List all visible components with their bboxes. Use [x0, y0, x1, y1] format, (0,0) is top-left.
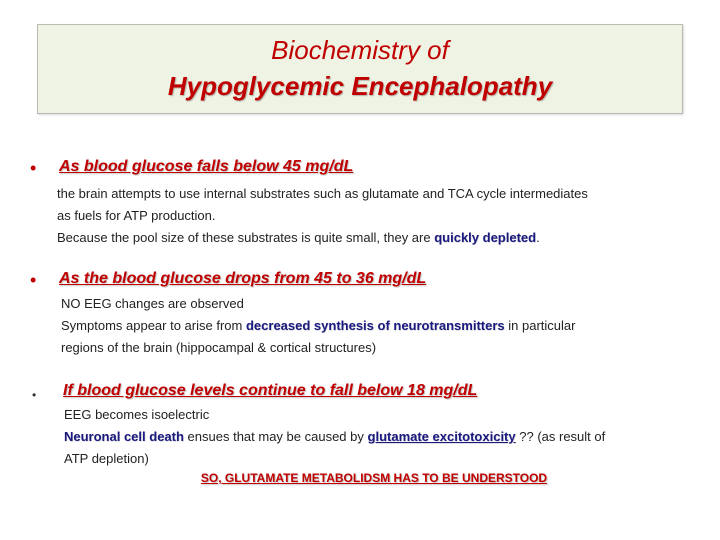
bullet-marker-3: • — [32, 388, 37, 402]
glutamate-excitotoxicity-emphasis: glutamate excitotoxicity — [367, 429, 516, 444]
bullet-2-line-2-start: Symptoms appear to arise from — [61, 318, 243, 333]
bullet-1-line-3-end: . — [536, 230, 540, 245]
bullet-3-line-3: ATP depletion) — [64, 451, 149, 466]
slide-title-line1: Biochemistry of — [271, 35, 449, 65]
bullet-2-line-3: regions of the brain (hippocampal & cortical structures) — [61, 340, 377, 355]
bullet-1-line-3-text: Because the pool size of these substrates is quite small, they are — [57, 230, 431, 245]
bullet-marker-2: • — [30, 270, 37, 290]
bullet-heading-3: If blood glucose levels continue to fall below 18 mg/dL — [63, 382, 478, 399]
bullet-3-line-2 — [64, 428, 605, 445]
bullet-1-line-3 — [57, 229, 540, 246]
bullet-heading-2: As the blood glucose drops from 45 to 36 mg/dL — [59, 270, 427, 287]
bullet-2-line-2-end: in particular — [508, 318, 576, 333]
bullet-2-line-2 — [61, 317, 575, 334]
neuronal-cell-death-emphasis: Neuronal cell death — [64, 429, 184, 444]
slide-title-line2: Hypoglycemic Encephalopathy — [167, 71, 553, 101]
decreased-synthesis-emphasis: decreased synthesis of neurotransmitters — [245, 318, 505, 333]
bullet-1-line-1: the brain attempts to use internal substrates such as glutamate and TCA cycle intermediates — [57, 186, 588, 201]
bullet-2-line-1: NO EEG changes are observed — [61, 296, 244, 311]
bullet-3-line-2-mid: ensues that may be caused by — [187, 429, 364, 444]
bullet-heading-1: As blood glucose falls below 45 mg/dL — [59, 158, 354, 175]
closing-statement: SO, GLUTAMATE METABOLIDSM HAS TO BE UNDERSTOOD — [200, 471, 548, 485]
bullet-3-line-1: EEG becomes isoelectric — [64, 407, 210, 422]
bullet-1-line-2: as fuels for ATP production. — [57, 208, 216, 223]
bullet-3-line-2-end: ?? (as result of — [519, 429, 606, 444]
bullet-marker-1: • — [30, 158, 37, 178]
quickly-depleted-emphasis: quickly depleted — [434, 230, 537, 245]
title-box — [37, 24, 683, 114]
